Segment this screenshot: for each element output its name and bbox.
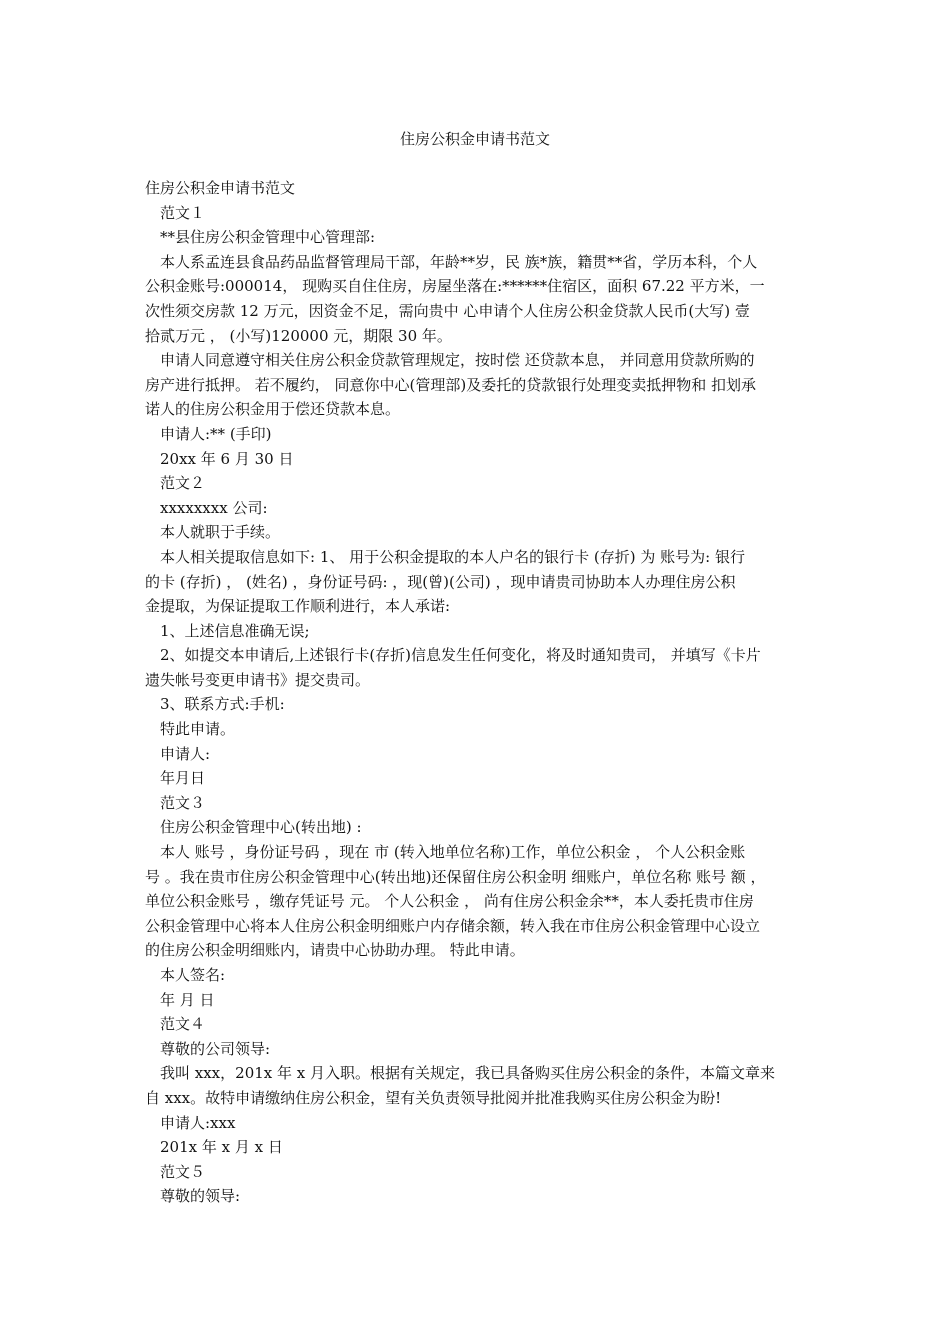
paragraph-line: 尊敬的公司领导: xyxy=(160,1039,271,1058)
paragraph-line: 申请人:xxx xyxy=(160,1113,236,1132)
paragraph-line: 号 。我在贵市住房公积金管理中心(转出地)还保留住房公积金明 细账户，单位名称 账号 额 ， xyxy=(145,867,766,886)
paragraph-line: 范文４ xyxy=(160,1015,206,1034)
paragraph-line: 特此申请。 xyxy=(160,720,236,739)
page-title: 住房公积金申请书范文 xyxy=(399,130,550,148)
paragraph-line: 范文３ xyxy=(160,793,206,812)
paragraph-line: 年月日 xyxy=(160,769,206,788)
paragraph-line: 单位公积金账号 ，缴存凭证号 元。 个人公积金 ， 尚有住房公积金余**，本人委托贵市住房 xyxy=(145,892,754,911)
paragraph-line: 的卡 (存折) ， (姓名) ，身份证号码: ，现(曾)(公司) ，现申请贵司协助本人办理住房公积 xyxy=(145,572,736,591)
paragraph-line: 房产进行抵押。 若不履约， 同意你中心(管理部)及委托的贷款银行处理变卖抵押物和 扣划承 xyxy=(145,375,757,394)
paragraph-line: 本人就职于手续。 xyxy=(160,523,281,542)
paragraph-line: 201x 年 x 月 x 日 xyxy=(160,1138,283,1157)
paragraph-line: 诺人的住房公积金用于偿还贷款本息。 xyxy=(145,400,401,419)
paragraph-line: 2、如提交本申请后,上述银行卡(存折)信息发生任何变化，将及时通知贵司， 并填写《卡片 xyxy=(160,646,761,665)
document-body xyxy=(145,176,810,1209)
paragraph-line: 住房公积金管理中心(转出地) : xyxy=(160,818,362,837)
paragraph-line: 1、上述信息准确无误; xyxy=(160,621,310,640)
paragraph-line: 我叫 xxx，201x 年 x 月入职。根据有关规定，我已具备购买住房公积金的条件，本篇文章来 xyxy=(160,1064,776,1083)
paragraph-line: 范文５ xyxy=(160,1162,206,1181)
paragraph-line: 申请人同意遵守相关住房公积金贷款管理规定，按时偿 还贷款本息， 并同意用贷款所购的 xyxy=(160,351,755,370)
paragraph-line: 公积金账号:000014， 现购买自住住房，房屋坐落在:******住宿区，面积 67.22 平方米，一 xyxy=(145,277,765,296)
paragraph-line: 金提取，为保证提取工作顺利进行，本人承诺: xyxy=(145,597,451,616)
paragraph-line: 范文２ xyxy=(160,474,206,493)
paragraph-line: xxxxxxxx 公司: xyxy=(160,498,268,517)
paragraph-line: 本人相关提取信息如下: 1、 用于公积金提取的本人户名的银行卡 (存折) 为 账号为: 银行 xyxy=(160,547,745,566)
paragraph-line: 20xx 年 6 月 30 日 xyxy=(160,449,294,468)
paragraph-line: 申请人: xyxy=(160,744,211,763)
paragraph-line: 尊敬的领导: xyxy=(160,1187,241,1206)
paragraph-line: 自 xxx。故特申请缴纳住房公积金，望有关负责领导批阅并批准我购买住房公积金为盼! xyxy=(145,1088,722,1107)
paragraph-line: 本人系孟连县食品药品监督管理局干部，年龄**岁，民 族*族，籍贯**省，学历本科，个人 xyxy=(160,252,758,271)
paragraph-line: 年 月 日 xyxy=(160,990,215,1009)
paragraph-line: **县住房公积金管理中心管理部: xyxy=(160,228,376,247)
paragraph-line: 的住房公积金明细账内，请贵中心协助办理。 特此申请。 xyxy=(145,941,525,960)
paragraph-line: 遗失帐号变更申请书》提交贵司。 xyxy=(145,670,371,689)
paragraph-line: 本人签名: xyxy=(160,966,226,984)
paragraph-line: 申请人:** (手印) xyxy=(160,424,272,443)
paragraph-line: 范文１ xyxy=(160,203,206,222)
paragraph-line: 拾贰万元 ， (小写)120000 元，期限 30 年。 xyxy=(145,326,452,345)
paragraph-line: 3、联系方式:手机: xyxy=(160,695,285,714)
paragraph-line: 本人 账号 ，身份证号码 ，现在 市 (转入地单位名称)工作，单位公积金 ， 个人公积金账 xyxy=(160,843,746,862)
paragraph-line: 次性须交房款 12 万元，因资金不足，需向贵中 心申请个人住房公积金贷款人民币(大写) 壹 xyxy=(145,301,750,320)
paragraph-line: 公积金管理中心将本人住房公积金明细账户内存储余额，转入我在市住房公积金管理中心设立 xyxy=(145,916,761,935)
paragraph-line: 住房公积金申请书范文 xyxy=(145,179,296,197)
